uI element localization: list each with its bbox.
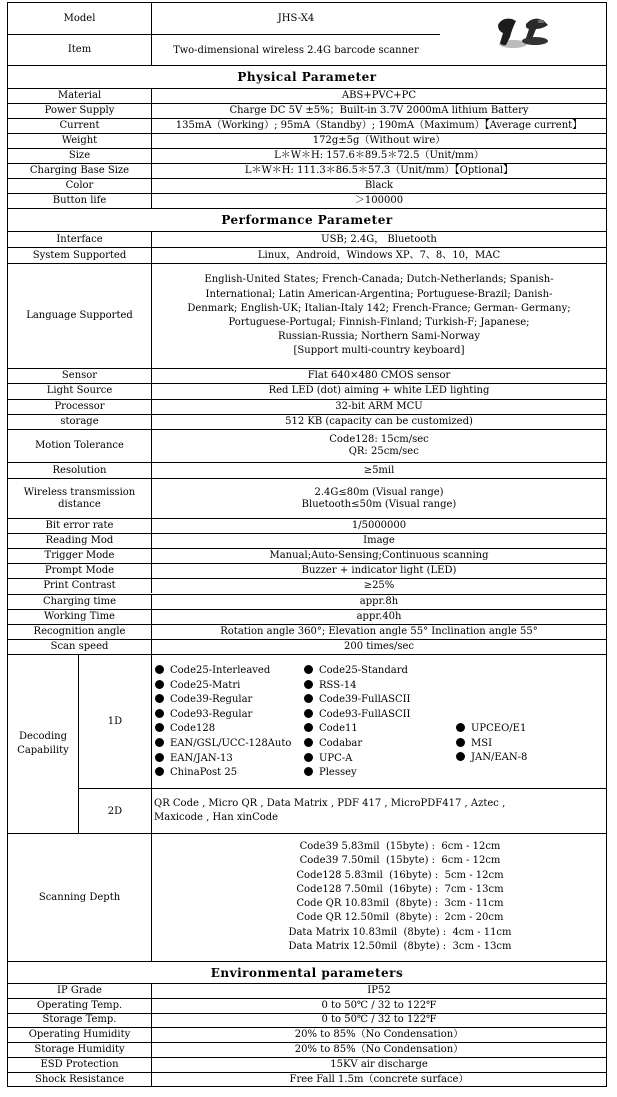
spec-value: appr.40h (356, 610, 402, 622)
spec-value: Manual;Auto-Sensing;Continuous scanning (269, 550, 489, 562)
spec-label: Language Supported (8, 264, 152, 368)
spec-row (8, 118, 606, 133)
symbology-label: Code128 (170, 723, 216, 735)
row-depth (8, 833, 606, 961)
spec-value: 15KV air discharge (330, 1058, 428, 1070)
spec-row (8, 247, 606, 263)
row-decoding (8, 654, 606, 833)
spec-value: 2.4G≤80m (Visual range) Bluetooth≤50m (Visual range) (301, 486, 457, 510)
spec-label: Color (8, 179, 152, 193)
spec-row (8, 88, 606, 103)
symbology-item (304, 723, 358, 735)
symbology-label: MSI (471, 737, 493, 749)
bullet-icon (304, 694, 313, 703)
bullet-icon (304, 767, 313, 776)
symbology-item (304, 738, 362, 750)
spec-label: Resolution (8, 463, 152, 478)
spec-row (8, 563, 606, 578)
symbology-item (456, 752, 527, 764)
spec-label: Bit error rate (8, 519, 152, 533)
symbology-label: Code25-Standard (319, 665, 408, 676)
spec-row (8, 383, 606, 398)
spec-label: Trigger Mode (8, 549, 152, 563)
spec-label: Decoding Capability (8, 655, 79, 833)
spec-row (8, 518, 606, 533)
spec-value: Code128: 15cm/sec QR: 25cm/sec (329, 434, 429, 457)
section-physical (8, 65, 606, 88)
spec-value: Image (363, 535, 395, 547)
spec-label: Operating Humidity (8, 1028, 152, 1042)
spec-value: L＊W＊H: 157.6＊89.5＊72.5（Unit/mm） (274, 150, 484, 161)
spec-label: Charging Base Size (8, 164, 152, 178)
spec-value: 0 to 50℃ / 32 to 122℉ (321, 999, 437, 1011)
depth-lines: Code39 5.83mil (15byte) : 6cm - 12cm Code39 7.50mil (15byte) : 6cm - 12cm Code128 5.83mil (16byte) : 5cm - 12cm Code128 7.50mil (16byte) : 7cm - 13cm Code QR 10.83mil (8byte) : 3cm - 11cm Code QR 12.50mil (8byte) : 2cm - 20cm Data Matrix 10.83mil (8byte) : 4cm - 11cm Data Matrix 12.50mil (8byte) : 3cm - 13cm (288, 841, 512, 953)
bullet-icon (304, 723, 313, 732)
spec-sheet (7, 2, 607, 1087)
symbology-item (456, 738, 492, 750)
spec-row (8, 1013, 606, 1028)
spec-value: ≥5mil (363, 464, 395, 476)
spec-value: 0 to 50℃ / 32 to 122℉ (321, 1014, 437, 1026)
spec-value: Black (364, 180, 394, 191)
item-label: Item (8, 35, 152, 65)
bullet-icon (155, 753, 164, 762)
spec-value: ＞100000 (354, 195, 404, 206)
symbology-item (155, 709, 252, 721)
spec-value: Buzzer + indicator light (LED) (301, 565, 457, 577)
spec-label: Button life (8, 194, 152, 208)
spec-label: Motion Tolerance (8, 430, 152, 462)
depth-values (152, 834, 606, 961)
spec-value: appr.8h (359, 595, 399, 607)
spec-value: 512 KB (capacity can be customized) (285, 415, 473, 427)
spec-value: IP52 (367, 984, 391, 996)
decoding-1d-list (152, 655, 606, 788)
spec-row (8, 533, 606, 548)
symbology-label: Code25-Matri (170, 679, 241, 691)
spec-value: 20% to 85%（No Condensation） (294, 1029, 464, 1041)
spec-label: Interface (8, 232, 152, 247)
spec-row (8, 639, 606, 654)
spec-row (8, 983, 606, 998)
symbology-label: Code11 (319, 723, 358, 735)
symbology-item (304, 694, 411, 706)
spec-value: Charge DC 5V ±5%；Built-in 3.7V 2000mA lithium Battery (229, 105, 529, 116)
symbology-label: Code93-Regular (170, 708, 253, 720)
row-resolution (8, 462, 606, 478)
symbology-label: Code39-FullASCII (319, 694, 411, 706)
symbology-label: Code93-FullASCII (319, 708, 411, 720)
bullet-icon (155, 680, 164, 689)
spec-label: Operating Temp. (8, 999, 152, 1013)
spec-value: L＊W＊H: 111.3＊86.5＊57.3（Unit/mm）【Optional】 (244, 165, 514, 176)
spec-value: ≥25% (363, 580, 395, 592)
symbology-item (304, 767, 357, 779)
spec-value: 200 times/sec (343, 640, 415, 652)
symbology-item (304, 709, 411, 721)
spec-label: Charging time (8, 595, 152, 609)
decoding-1d-label: 1D (79, 655, 152, 788)
symbology-item (304, 753, 352, 765)
spec-value: 135mA（Working）; 95mA（Standby）; 190mA（Maximum）【Average current】 (175, 120, 583, 131)
row-motion (8, 429, 606, 462)
spec-label: Storage Humidity (8, 1043, 152, 1057)
item-value: Two-dimensional wireless 2.4G barcode scanner (152, 35, 441, 65)
symbology-label: Code39-Regular (170, 694, 253, 706)
symbology-item (155, 665, 270, 677)
spec-value: ABS+PVC+PC (341, 90, 417, 101)
spec-row (8, 193, 606, 208)
spec-label: Working Time (8, 610, 152, 624)
symbology-label: Codabar (319, 738, 363, 749)
symbology-item (155, 723, 215, 735)
bullet-icon (304, 680, 313, 689)
spec-row (8, 178, 606, 193)
spec-row (8, 998, 606, 1013)
symbology-label: JAN/EAN-8 (471, 752, 528, 764)
bullet-icon (456, 738, 465, 747)
decoding-2d-value: QR Code , Micro QR , Data Matrix , PDF 417 , MicroPDF417 , Aztec , Maxicode , Han xinCode (154, 798, 506, 823)
row-wireless (8, 478, 606, 518)
spec-label: Wireless transmission distance (8, 479, 152, 518)
spec-row (8, 414, 606, 429)
bullet-icon (456, 723, 465, 732)
spec-value: 20% to 85%（No Condensation） (294, 1044, 464, 1056)
spec-value: 172g±5g（Without wire） (312, 135, 446, 146)
spec-label: storage (8, 415, 152, 429)
spec-label: Power Supply (8, 104, 152, 118)
spec-label: Scan speed (8, 640, 152, 654)
symbology-item (155, 680, 240, 692)
symbology-label: ChinaPost 25 (170, 767, 238, 779)
symbology-item (304, 665, 408, 677)
spec-label: Reading Mod (8, 534, 152, 548)
row-language (8, 263, 606, 368)
spec-row (8, 1072, 606, 1087)
section-title: Environmental parameters (210, 965, 404, 980)
bullet-icon (155, 723, 164, 732)
bullet-icon (304, 753, 313, 762)
spec-label: Prompt Mode (8, 564, 152, 578)
symbology-item (155, 738, 291, 750)
spec-label: Material (8, 89, 152, 103)
symbology-item (155, 694, 252, 706)
spec-row (8, 578, 606, 593)
symbology-label: RSS-14 (319, 679, 357, 691)
product-photo (440, 3, 606, 65)
spec-row (8, 624, 606, 639)
spec-value: English-United States; French-Canada; Dutch-Netherlands; Spanish- International; Latin American-Argentina; Portuguese-Brazil; Danish- Denmark; English-UK; Italian-Italy 142; French-France; German- Germany; Portuguese-Portugal; Finnish-Finland; Turkish-F; Japanese; Russian-Russia; Northern Sami-Norway [Support multi-country keyboard] (187, 274, 571, 357)
bullet-icon (304, 665, 313, 674)
spec-value: 1/5000000 (351, 520, 407, 532)
spec-label: ESD Protection (8, 1058, 152, 1072)
spec-row (8, 594, 606, 609)
spec-value: Red LED (dot) aiming + white LED lighting (268, 385, 490, 397)
bullet-icon (456, 752, 465, 761)
bullet-icon (155, 709, 164, 718)
spec-row (8, 163, 606, 178)
spec-row (8, 368, 606, 383)
spec-label: Light Source (8, 384, 152, 398)
spec-value: Rotation angle 360°; Elevation angle 55° Inclination angle 55° (220, 625, 538, 637)
section-title: Physical Parameter (237, 70, 377, 84)
spec-label: Current (8, 119, 152, 133)
decoding-2d-list (152, 788, 606, 834)
spec-value: Free Fall 1.5m（concrete surface） (289, 1073, 469, 1085)
spec-label: Storage Temp. (8, 1014, 152, 1028)
section-environmental (8, 961, 606, 983)
spec-label: IP Grade (8, 984, 152, 998)
spec-row (8, 231, 606, 247)
bullet-icon (155, 665, 164, 674)
spec-label: Recognition angle (8, 625, 152, 639)
spec-label: System Supported (8, 248, 152, 263)
spec-label: Sensor (8, 369, 152, 383)
spec-value: Linux，Android，Windows XP、7、8、10，MAC (257, 249, 501, 261)
spec-label: Scanning Depth (8, 834, 152, 961)
model-label: Model (8, 3, 152, 34)
spec-row (8, 103, 606, 118)
spec-row (8, 1057, 606, 1072)
bullet-icon (155, 767, 164, 776)
bullet-icon (304, 709, 313, 718)
spec-row (8, 609, 606, 624)
barcode-scanner-image (440, 3, 606, 65)
spec-value: Flat 640×480 CMOS sensor (307, 370, 451, 382)
spec-row (8, 1042, 606, 1057)
spec-label: Shock Resistance (8, 1073, 152, 1087)
spec-row (8, 399, 606, 414)
symbology-item (304, 680, 357, 692)
symbology-label: Code25-Interleaved (170, 665, 271, 676)
bullet-icon (155, 694, 164, 703)
spec-label: Print Contrast (8, 579, 152, 593)
symbology-item (155, 753, 233, 765)
symbology-item (456, 723, 526, 735)
spec-row (8, 548, 606, 563)
spec-row (8, 148, 606, 163)
spec-label: Weight (8, 134, 152, 148)
spec-label: Processor (8, 400, 152, 414)
spec-row (8, 1027, 606, 1042)
bullet-icon (304, 738, 313, 747)
spec-value: 32-bit ARM MCU (335, 400, 423, 412)
section-title: Performance Parameter (221, 213, 393, 227)
symbology-label: UPCEO/E1 (471, 723, 527, 734)
decoding-2d-label: 2D (79, 788, 152, 834)
symbology-label: UPC-A (319, 752, 353, 764)
bullet-icon (155, 738, 164, 747)
spec-value: USB; 2.4G， Bluetooth (321, 233, 437, 245)
section-performance (8, 208, 606, 231)
spec-row (8, 133, 606, 148)
symbology-label: Plessey (319, 767, 357, 779)
spec-label: Size (8, 149, 152, 163)
symbology-item (155, 767, 237, 779)
symbology-label: EAN/GSL/UCC-128Auto (170, 738, 292, 749)
symbology-label: EAN/JAN-13 (170, 752, 233, 764)
model-value: JHS-X4 (152, 3, 441, 34)
